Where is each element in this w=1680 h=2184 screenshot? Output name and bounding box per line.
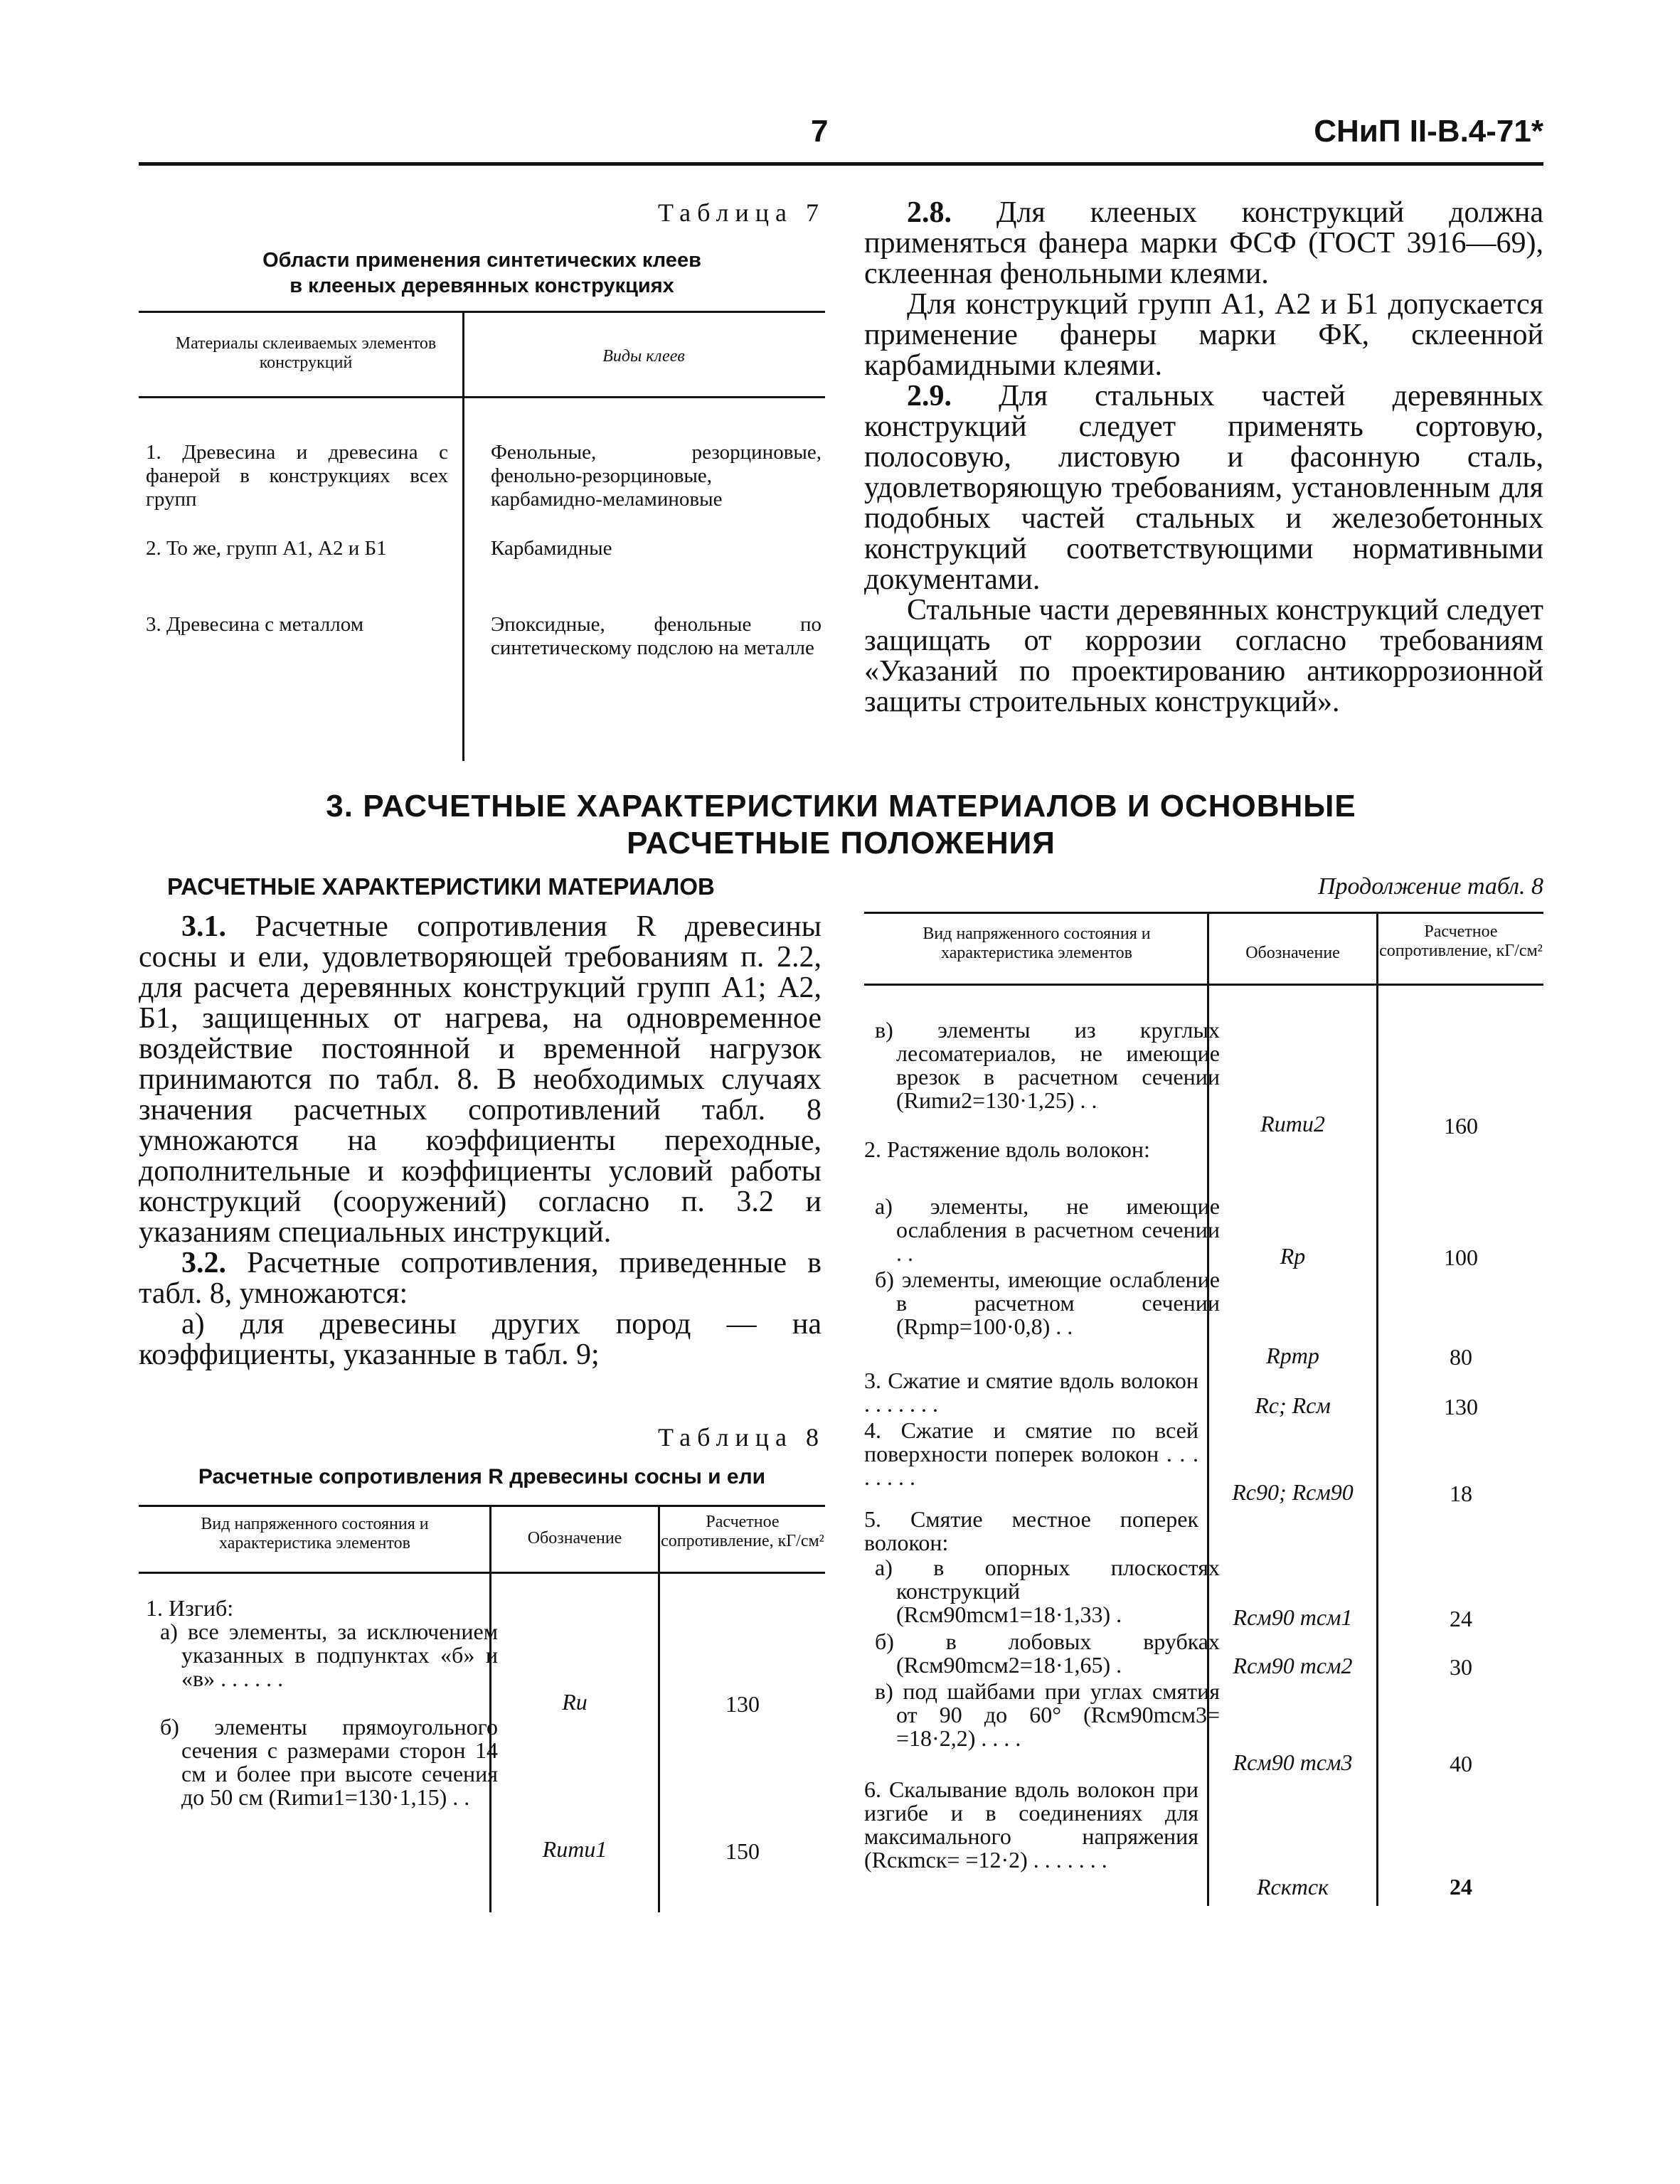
table8-symbol-cross-compression: Rс90; Rсм90 bbox=[1232, 1479, 1354, 1505]
table8-symbol-bending-b: Rиmи1 bbox=[542, 1836, 607, 1862]
table8-value-bending-a: 130 bbox=[725, 1691, 760, 1717]
table7-row2-material: 2. То же, групп А1, А2 и Б1 bbox=[146, 537, 387, 560]
table8-symbol-bending-a: Rи bbox=[562, 1689, 588, 1715]
clause-2-8: 2.8. Для клееных конструкций должна применяться фанера марки ФСФ (ГОСТ 3916—69), склеенная фенольными клеями. bbox=[864, 196, 1543, 290]
table8-symbol-shear: Rскmск bbox=[1257, 1874, 1329, 1900]
table7-row1-glue: Фенольные, резорциновые, фенольно-резорциновые, карбамидно-меламиновые bbox=[491, 441, 822, 511]
table8-cont-header-rule bbox=[864, 984, 1543, 986]
table8-row-tension: 2. Растяжение вдоль волокон: bbox=[864, 1136, 1150, 1162]
table8-continuation-label: Продолжение табл. 8 bbox=[1317, 873, 1543, 900]
table7-row3-glue: Эпоксидные, фенольные по синтетическому подслою на металле bbox=[491, 613, 822, 659]
section-heading: 3. РАСЧЕТНЫЕ ХАРАКТЕРИСТИКИ МАТЕРИАЛОВ И ОСНОВНЫЕ РАСЧЕТНЫЕ ПОЛОЖЕНИЯ bbox=[326, 789, 1356, 861]
table8-value-bending-c: 160 bbox=[1444, 1113, 1478, 1139]
table7-top-rule bbox=[139, 311, 825, 313]
table8-cont-header-value: Расчетное сопротивление, кГ/см² bbox=[1379, 922, 1543, 960]
table8-value-local-crushing-b: 30 bbox=[1450, 1654, 1472, 1680]
table8-value-bending-b: 150 bbox=[725, 1838, 760, 1864]
table8-symbol-bending-c: Rиmи2 bbox=[1260, 1111, 1325, 1136]
clause-2-9-corrosion: Стальные части деревянных конструкций следует защищать от коррозии согласно требованиям «Указаний по проектированию антикоррозионной защиты строительных конструкций». bbox=[864, 594, 1543, 718]
table8-row-compression: 3. Сжатие и смятие вдоль волокон . . . . . . . bbox=[864, 1368, 1198, 1417]
table8-symbol-local-crushing-c: Rсм90 mсм3 bbox=[1233, 1749, 1353, 1775]
table8-value-tension-a: 100 bbox=[1444, 1245, 1478, 1270]
table8-top-rule bbox=[139, 1505, 825, 1507]
clause-2-8-plywood: Для конструкций групп А1, А2 и Б1 допускается применение фанеры марки ФК, склеенной карбамидными клеями. bbox=[864, 288, 1543, 382]
table8-row-tension-a: а) элементы, не имеющие ослабления в расчетном сечении . . bbox=[875, 1193, 1220, 1266]
table8-title: Расчетные сопротивления R древесины сосны и ели bbox=[198, 1465, 766, 1488]
table8-divider-1 bbox=[489, 1507, 491, 1912]
header-rule bbox=[139, 162, 1543, 166]
table8-symbol-tension-a: Rр bbox=[1280, 1243, 1306, 1269]
table8-row-local-crushing: 5. Смятие местное поперек волокон: bbox=[864, 1506, 1198, 1555]
table8-row-bending-c: в) элементы из круглых лесоматериалов, не имеющие врезок в расчетном сечении (Rиmи2=130·1,25) . . bbox=[875, 1017, 1220, 1113]
table8-cont-header-symbol: Обозначение bbox=[1245, 944, 1340, 962]
table7-column-divider bbox=[462, 313, 464, 761]
table8-value-cross-compression: 18 bbox=[1450, 1481, 1472, 1506]
table8-value-tension-b: 80 bbox=[1450, 1344, 1472, 1370]
table8-row-bending-a: а) все элементы, за исключением указанных в подпунктах «б» и «в» . . . . . . bbox=[160, 1619, 498, 1691]
table8-label: Таблица 8 bbox=[658, 1423, 825, 1451]
table8-value-shear: 24 bbox=[1450, 1874, 1472, 1900]
subsection-heading: РАСЧЕТНЫЕ ХАРАКТЕРИСТИКИ МАТЕРИАЛОВ bbox=[167, 873, 715, 900]
table8-symbol-local-crushing-a: Rсм90 mсм1 bbox=[1233, 1604, 1353, 1630]
table7-row1-material: 1. Древесина и древесина с фанерой в конструкциях всех групп bbox=[146, 441, 448, 511]
table8-value-compression: 130 bbox=[1444, 1394, 1478, 1419]
page-number: 7 bbox=[811, 114, 829, 149]
table8-symbol-compression: Rс; Rсм bbox=[1255, 1392, 1331, 1418]
table7-header-materials: Материалы склеиваемых элементов конструкций bbox=[175, 334, 437, 372]
table7-header-glue: Виды клеев bbox=[602, 347, 685, 366]
document-code: СНиП II-В.4-71* bbox=[1314, 114, 1543, 149]
table8-row-bending: 1. Изгиб: bbox=[146, 1595, 234, 1621]
clause-3-1: 3.1. Расчетные сопротивления R древесины сосны и ели, удовлетворяющей требованиям п. 2.2, для расчета деревянных конструкций групп А1; А2, Б1, защищенных от нагрева, на одновременное воздействие постоянной и временной нагрузок принимаются по табл. 8. В необходимых случаях значения расчетных сопротивлений табл. 8 умножаются на коэффициенты переходные, дополнительные и коэффициенты условий работы конструкций (сооружений) согласно п. 3.2 и указаниям специальных инструкций. bbox=[139, 910, 822, 1249]
table7-row2-glue: Карбамидные bbox=[491, 537, 612, 560]
table8-row-local-crushing-a: а) в опорных плоскостях конструкций (Rсм90mсм1=18·1,33) . bbox=[875, 1555, 1220, 1627]
table8-row-cross-compression: 4. Сжатие и смятие по всей поверхности поперек волокон . . . . . . . . bbox=[864, 1417, 1198, 1490]
clause-3-2-a: а) для древесины других пород — на коэффициенты, указанные в табл. 9; bbox=[139, 1308, 822, 1371]
table8-header-rule bbox=[139, 1572, 825, 1574]
table8-row-local-crushing-c: в) под шайбами при углах смятия от 90 до 60° (Rсм90mсм3= =18·2,2) . . . . bbox=[875, 1678, 1220, 1751]
table8-cont-top-rule bbox=[864, 912, 1543, 914]
table8-header-symbol: Обозначение bbox=[527, 1529, 622, 1548]
clauses-2-8-2-9 bbox=[864, 198, 1543, 718]
table8-symbol-local-crushing-b: Rсм90 mсм2 bbox=[1233, 1653, 1353, 1678]
clause-2-9: 2.9. Для стальных частей деревянных конструкций следует применять сортовую, полосовую, листовую и фасонную сталь, удовлетворяющую требованиям, установленным для подобных частей стальных и железобетонных конструкций соответствующими нормативными документами. bbox=[864, 380, 1543, 596]
clause-3-2: 3.2. Расчетные сопротивления, приведенные в табл. 8, умножаются: bbox=[139, 1247, 822, 1310]
table8-value-local-crushing-a: 24 bbox=[1450, 1606, 1472, 1631]
table7-title: Области применения синтетических клеев в клееных деревянных конструкциях bbox=[262, 249, 701, 297]
clauses-3-1-3-2 bbox=[139, 912, 822, 1370]
table8-header-state: Вид напряженного состояния и характеристика элементов bbox=[201, 1515, 429, 1552]
table8-row-bending-b: б) элементы прямоугольного сечения с размерами сторон 14 см и более при высоте сечения до 50 см (Rиmи1=130·1,15) . . bbox=[160, 1714, 498, 1810]
table7-label: Таблица 7 bbox=[658, 198, 825, 227]
table8-cont-header-state: Вид напряженного состояния и характеристика элементов bbox=[923, 925, 1151, 962]
table8-symbol-tension-b: Rрmр bbox=[1266, 1343, 1319, 1368]
table7-row3-material: 3. Древесина с металлом bbox=[146, 613, 364, 636]
table8-header-value: Расчетное сопротивление, кГ/см² bbox=[661, 1513, 824, 1550]
table8-row-local-crushing-b: б) в лобовых врубках (Rсм90mсм2=18·1,65) . bbox=[875, 1629, 1220, 1678]
table7-header-rule bbox=[139, 396, 825, 398]
table8-value-local-crushing-c: 40 bbox=[1450, 1751, 1472, 1777]
table8-row-shear: 6. Скалывание вдоль волокон при изгибе и в соединениях для максимального напряжения (Rскmск= =12·2) . . . . . . . bbox=[864, 1777, 1198, 1873]
table8-row-tension-b: б) элементы, имеющие ослабление в расчетном сечении (Rрmр=100·0,8) . . bbox=[875, 1267, 1220, 1339]
